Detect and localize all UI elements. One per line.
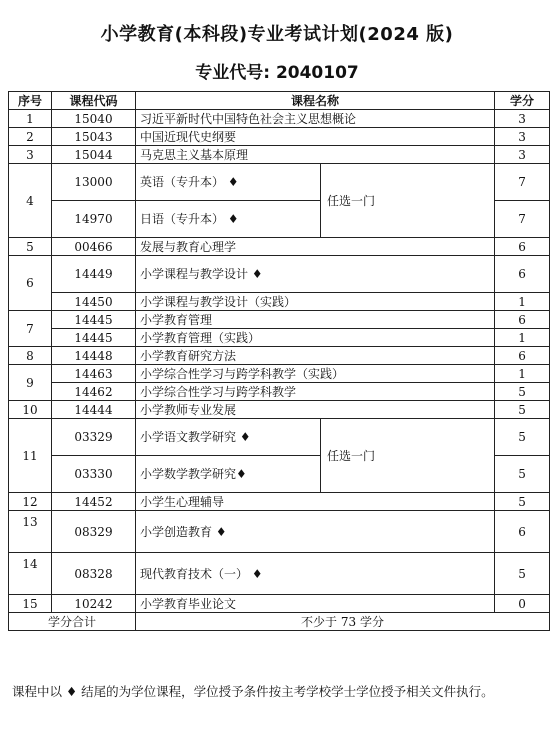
row-name: 小学教育毕业论文 — [136, 595, 495, 613]
table-row — [9, 128, 550, 146]
elective-note: 任选一门 — [321, 419, 495, 493]
row-code: 14445 — [52, 329, 136, 347]
row-code: 08328 — [52, 553, 136, 595]
row-code: 13000 — [52, 164, 136, 201]
row-credit: 6 — [495, 256, 550, 293]
row-name: 小学教师专业发展 — [136, 401, 495, 419]
total-label: 学分合计 — [9, 613, 136, 631]
row-seq: 8 — [9, 347, 52, 365]
row-credit: 3 — [495, 146, 550, 164]
elective-note: 任选一门 — [321, 164, 495, 238]
table-row — [9, 553, 550, 595]
row-seq: 15 — [9, 595, 52, 613]
row-name: 发展与教育心理学 — [136, 238, 495, 256]
table-row — [9, 164, 550, 201]
row-code: 08329 — [52, 511, 136, 553]
row-code: 14448 — [52, 347, 136, 365]
table-row — [9, 511, 550, 553]
row-name: 小学课程与教学设计 ♦ — [136, 256, 495, 293]
row-name: 马克思主义基本原理 — [136, 146, 495, 164]
footnote: 课程中以 ♦ 结尾的为学位课程，学位授予条件按主考学校学士学位授予相关文件执行。 — [12, 684, 494, 699]
row-name: 小学综合性学习与跨学科教学 — [136, 383, 495, 401]
table-row — [9, 401, 550, 419]
row-code: 15043 — [52, 128, 136, 146]
row-name: 小学课程与教学设计（实践） — [136, 293, 495, 311]
row-name: 小学创造教育 ♦ — [136, 511, 495, 553]
table-header-row — [9, 92, 550, 110]
row-name: 小学数学教学研究♦ — [136, 456, 321, 493]
row-code: 14450 — [52, 293, 136, 311]
row-seq: 5 — [9, 238, 52, 256]
row-code: 15040 — [52, 110, 136, 128]
row-credit: 3 — [495, 110, 550, 128]
row-code: 00466 — [52, 238, 136, 256]
header-credit: 学分 — [495, 92, 550, 110]
row-seq: 12 — [9, 493, 52, 511]
row-credit: 3 — [495, 128, 550, 146]
row-credit: 6 — [495, 311, 550, 329]
table-row — [9, 383, 550, 401]
table-row — [9, 256, 550, 293]
header-code: 课程代码 — [52, 92, 136, 110]
total-row — [9, 613, 550, 631]
row-code: 14462 — [52, 383, 136, 401]
row-credit: 6 — [495, 511, 550, 553]
row-seq: 11 — [9, 419, 52, 493]
row-code: 14970 — [52, 201, 136, 238]
row-seq: 9 — [9, 365, 52, 401]
row-name: 日语（专升本） ♦ — [136, 201, 321, 238]
total-value: 不少于 73 学分 — [136, 613, 550, 631]
table-row — [9, 146, 550, 164]
row-seq: 10 — [9, 401, 52, 419]
row-code: 14445 — [52, 311, 136, 329]
row-code: 03329 — [52, 419, 136, 456]
row-credit: 1 — [495, 365, 550, 383]
row-name: 习近平新时代中国特色社会主义思想概论 — [136, 110, 495, 128]
row-credit: 5 — [495, 383, 550, 401]
table-row — [9, 365, 550, 383]
row-seq: 1 — [9, 110, 52, 128]
row-credit: 5 — [495, 419, 550, 456]
table-row — [9, 347, 550, 365]
row-name: 英语（专升本） ♦ — [136, 164, 321, 201]
row-name: 小学综合性学习与跨学科教学（实践） — [136, 365, 495, 383]
table-row — [9, 311, 550, 329]
row-credit: 7 — [495, 164, 550, 201]
row-code: 03330 — [52, 456, 136, 493]
table-row — [9, 329, 550, 347]
row-code: 14444 — [52, 401, 136, 419]
row-credit: 5 — [495, 456, 550, 493]
row-code: 10242 — [52, 595, 136, 613]
row-seq: 7 — [9, 311, 52, 347]
row-code: 15044 — [52, 146, 136, 164]
row-seq: 4 — [9, 164, 52, 238]
row-credit: 1 — [495, 293, 550, 311]
row-credit: 6 — [495, 347, 550, 365]
row-credit: 0 — [495, 595, 550, 613]
row-credit: 7 — [495, 201, 550, 238]
row-code: 14449 — [52, 256, 136, 293]
row-name: 小学教育研究方法 — [136, 347, 495, 365]
row-name: 现代教育技术（一） ♦ — [136, 553, 495, 595]
row-name: 小学教育管理 — [136, 311, 495, 329]
exam-plan-table — [8, 91, 550, 631]
header-name: 课程名称 — [136, 92, 495, 110]
row-seq: 3 — [9, 146, 52, 164]
row-credit: 1 — [495, 329, 550, 347]
row-code: 14452 — [52, 493, 136, 511]
table-row — [9, 493, 550, 511]
row-credit: 5 — [495, 401, 550, 419]
row-seq: 6 — [9, 256, 52, 311]
major-code: 专业代号: 2040107 — [195, 63, 359, 83]
row-credit: 6 — [495, 238, 550, 256]
row-name: 中国近现代史纲要 — [136, 128, 495, 146]
row-name: 小学语文教学研究 ♦ — [136, 419, 321, 456]
page-title: 小学教育(本科段)专业考试计划(2024 版) — [100, 24, 454, 45]
row-seq: 13 — [9, 511, 52, 553]
table-row — [9, 419, 550, 456]
row-seq: 2 — [9, 128, 52, 146]
row-name: 小学教育管理（实践） — [136, 329, 495, 347]
row-credit: 5 — [495, 493, 550, 511]
row-name: 小学生心理辅导 — [136, 493, 495, 511]
row-seq: 14 — [9, 553, 52, 595]
table-row — [9, 293, 550, 311]
table-row — [9, 110, 550, 128]
table-row — [9, 238, 550, 256]
row-credit: 5 — [495, 553, 550, 595]
header-seq: 序号 — [9, 92, 52, 110]
row-code: 14463 — [52, 365, 136, 383]
table-row — [9, 595, 550, 613]
